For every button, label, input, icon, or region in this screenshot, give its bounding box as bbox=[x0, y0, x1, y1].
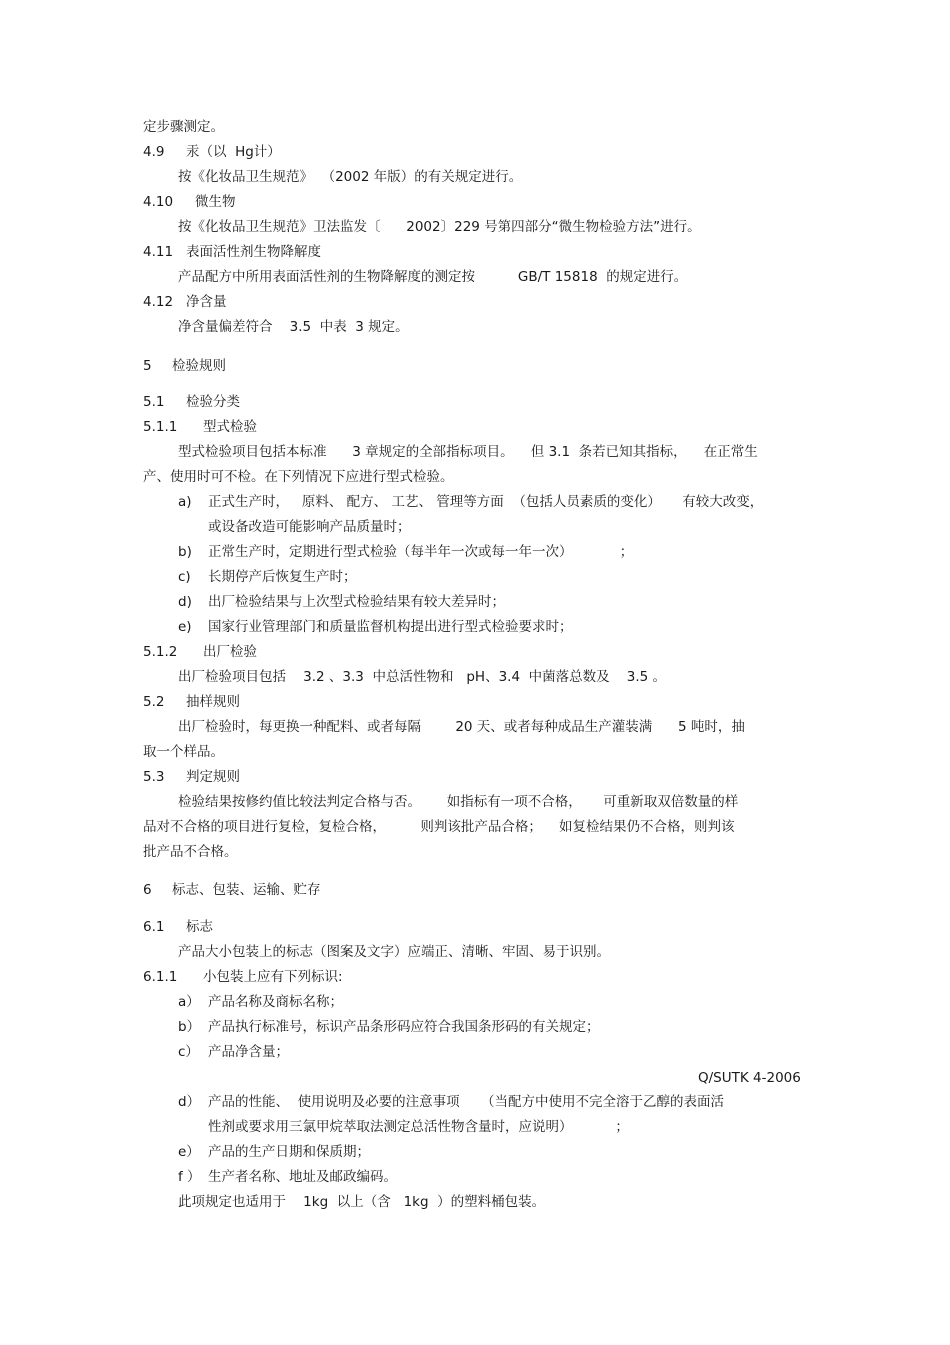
text-line: 产品执行标准号，标识产品条形码应符合我国条形码的有关规定； bbox=[208, 1019, 600, 1035]
line-number: 4.10 bbox=[143, 194, 174, 210]
text-line: 检验结果按修约值比较法判定合格与否。 如指标有一项不合格， 可重新取双倍数量的样 bbox=[178, 794, 739, 810]
line-number: a） bbox=[178, 994, 200, 1010]
text-line: 国家行业管理部门和质量监督机构提出进行型式检验要求时； bbox=[208, 619, 573, 635]
line-number: f ） bbox=[178, 1169, 201, 1185]
line-number: c) bbox=[178, 569, 191, 585]
text-line: 标志 bbox=[186, 919, 213, 935]
text-line: 品对不合格的项目进行复检，复检合格， 则判该批产品合格； 如复检结果仍不合格，则判该 bbox=[143, 819, 735, 835]
line-number: e) bbox=[178, 619, 192, 635]
line-number: 5 bbox=[143, 358, 152, 374]
line-number: 5.3 bbox=[143, 769, 165, 785]
line-number: 5.1 bbox=[143, 394, 165, 410]
text-line: 出厂检验时，每更换一种配料、或者每隔 20 天、或者每种成品生产灌装满 5 吨时，抽 bbox=[178, 719, 745, 735]
text-line: 产品名称及商标名称； bbox=[208, 994, 343, 1010]
text-line: 取一个样品。 bbox=[143, 744, 224, 760]
text-line: 检验分类 bbox=[186, 394, 240, 410]
text-line: 正式生产时， 原料、 配方、 工艺、 管理等方面 （包括人员素质的变化） 有较大改变， bbox=[208, 494, 764, 510]
text-line: 标志、包装、运输、贮存 bbox=[172, 882, 321, 898]
text-line: 汞（以 Hg计） bbox=[186, 144, 281, 160]
text-line: 出厂检验结果与上次型式检验结果有较大差异时； bbox=[208, 594, 505, 610]
text-line: 或设备改造可能影响产品质量时； bbox=[208, 519, 411, 535]
text-line: 产品大小包装上的标志（图案及文字）应端正、清晰、牢固、易于识别。 bbox=[178, 944, 610, 960]
text-line: 净含量偏差符合 3.5 中表 3 规定。 bbox=[178, 319, 409, 335]
line-number: 6 bbox=[143, 882, 152, 898]
text-line: 产品配方中所用表面活性剂的生物降解度的测定按 GB/T 15818 的规定进行。 bbox=[178, 269, 688, 285]
text-line: 检验规则 bbox=[172, 358, 226, 374]
line-number: 6.1 bbox=[143, 919, 165, 935]
text-line: Q/SUTK 4-2006 bbox=[698, 1070, 801, 1086]
text-line: 微生物 bbox=[195, 194, 236, 210]
line-number: 5.1.1 bbox=[143, 419, 178, 435]
text-line: 按《化妆品卫生规范》卫法监发〔 2002〕229 号第四部分“微生物检验方法”进行。 bbox=[178, 219, 701, 235]
line-number: 6.1.1 bbox=[143, 969, 178, 985]
text-line: 产品净含量； bbox=[208, 1044, 289, 1060]
line-number: c） bbox=[178, 1044, 199, 1060]
line-number: 5.2 bbox=[143, 694, 165, 710]
text-line: 出厂检验 bbox=[203, 644, 257, 660]
line-number: 4.9 bbox=[143, 144, 165, 160]
text-line: 产品的性能、 使用说明及必要的注意事项 （当配方中使用不完全溶于乙醇的表面活 bbox=[208, 1094, 725, 1110]
text-line: 长期停产后恢复生产时； bbox=[208, 569, 357, 585]
line-number: 5.1.2 bbox=[143, 644, 178, 660]
text-line: 净含量 bbox=[186, 294, 227, 310]
text-line: 按《化妆品卫生规范》 （2002 年版）的有关规定进行。 bbox=[178, 169, 523, 185]
text-line: 此项规定也适用于 1kg 以上（含 1kg ）的塑料桶包装。 bbox=[178, 1194, 546, 1210]
line-number: b) bbox=[178, 544, 192, 560]
text-line: 表面活性剂生物降解度 bbox=[186, 244, 321, 260]
text-line: 生产者名称、地址及邮政编码。 bbox=[208, 1169, 397, 1185]
text-line: 产、使用时可不检。在下列情况下应进行型式检验。 bbox=[143, 469, 454, 485]
text-line: 抽样规则 bbox=[186, 694, 240, 710]
text-line: 定步骤测定。 bbox=[143, 119, 224, 135]
text-line: 型式检验 bbox=[203, 419, 257, 435]
text-line: 出厂检验项目包括 3.2 、3.3 中总活性物和 pH、3.4 中菌落总数及 3.5 。 bbox=[178, 669, 667, 685]
line-number: 4.12 bbox=[143, 294, 174, 310]
line-number: a) bbox=[178, 494, 192, 510]
line-number: 4.11 bbox=[143, 244, 174, 260]
line-number: e） bbox=[178, 1144, 200, 1160]
text-line: 判定规则 bbox=[186, 769, 240, 785]
text-line: 小包装上应有下列标识: bbox=[203, 969, 343, 985]
text-line: 型式检验项目包括本标准 3 章规定的全部指标项目。 但 3.1 条若已知其指标， 在正常生 bbox=[178, 444, 758, 460]
line-number: d） bbox=[178, 1094, 201, 1110]
text-line: 性剂或要求用三氯甲烷萃取法测定总活性物含量时，应说明） ； bbox=[208, 1119, 629, 1135]
text-line: 产品的生产日期和保质期； bbox=[208, 1144, 370, 1160]
text-line: 正常生产时，定期进行型式检验（每半年一次或每一年一次） ； bbox=[208, 544, 634, 560]
line-number: b） bbox=[178, 1019, 201, 1035]
line-number: d) bbox=[178, 594, 192, 610]
text-line: 批产品不合格。 bbox=[143, 844, 238, 860]
